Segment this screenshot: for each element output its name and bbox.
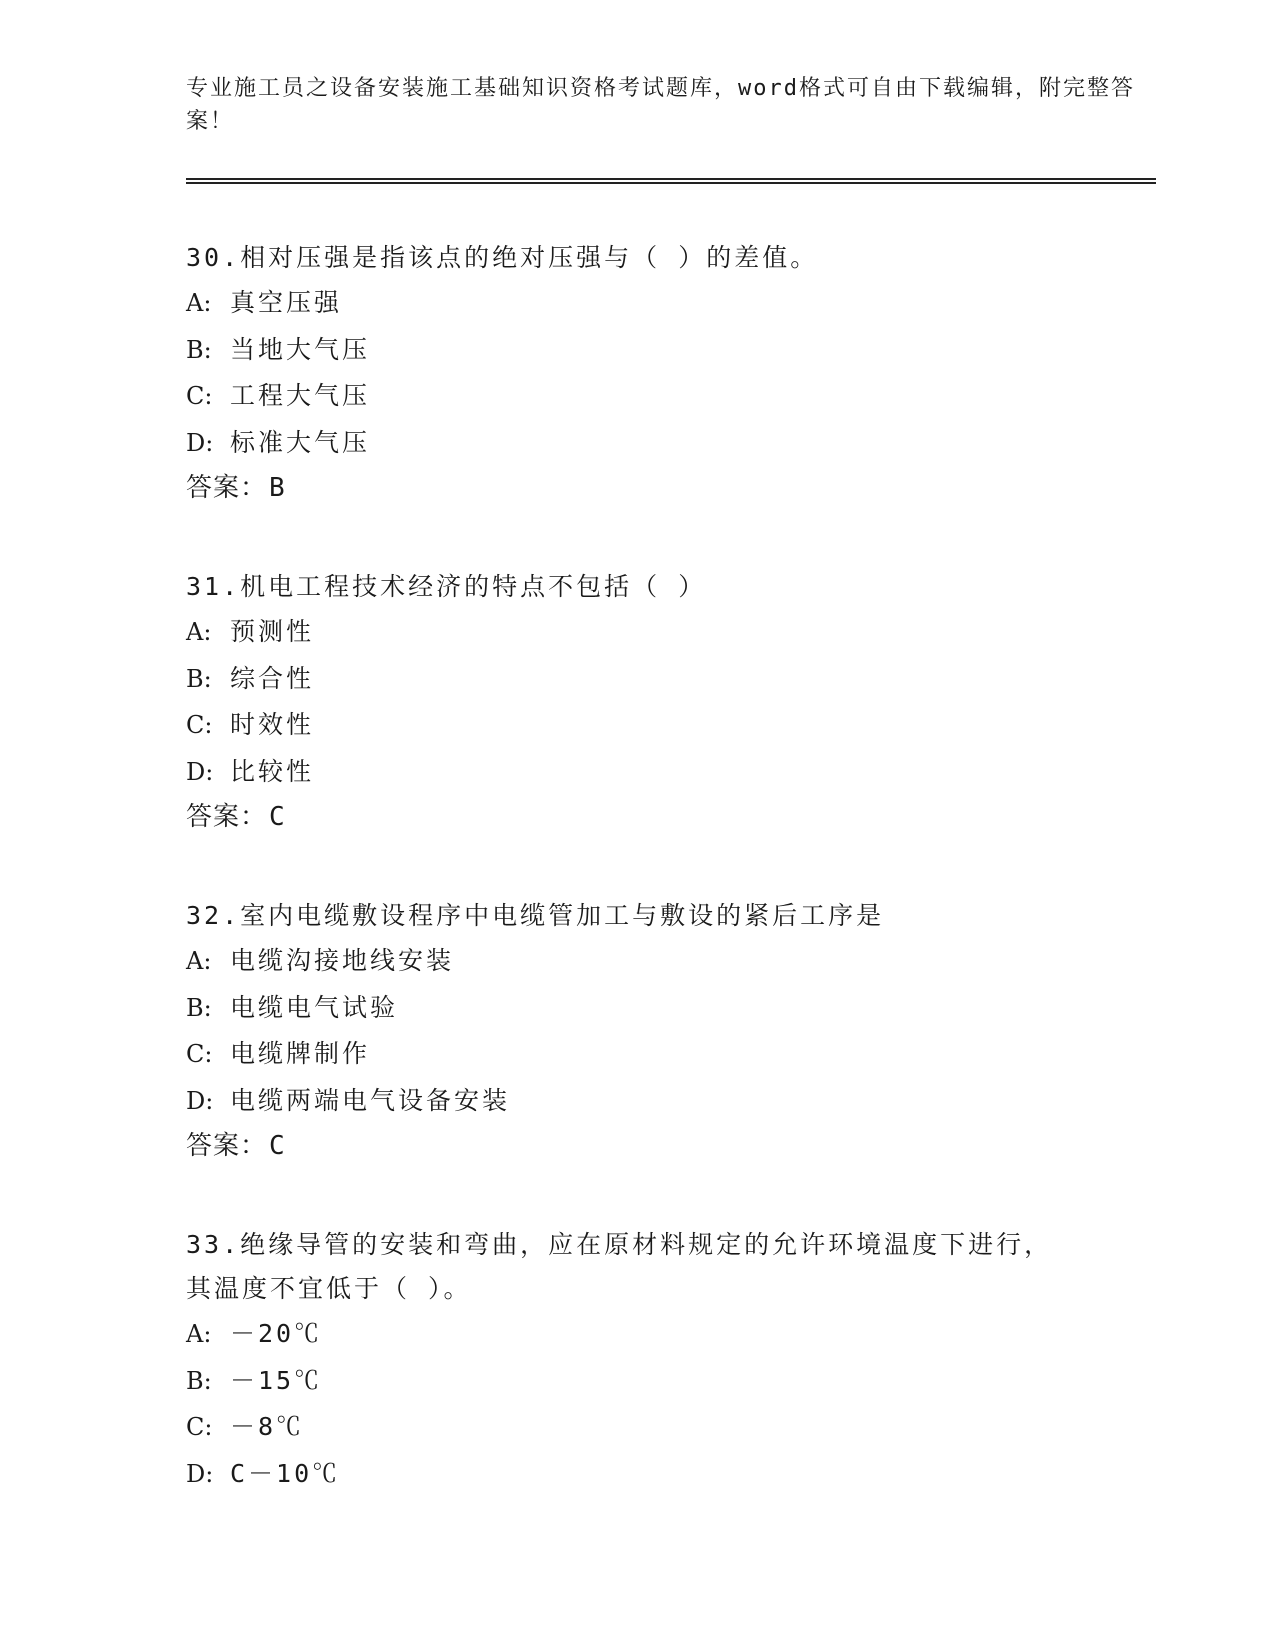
answer-label: 答案： <box>186 802 268 832</box>
answer-value: C <box>269 1131 286 1161</box>
option-c <box>186 373 1146 420</box>
option-c <box>186 1404 1146 1451</box>
option-text: 工程大气压 <box>230 381 371 410</box>
option-text: 真空压强 <box>230 288 343 317</box>
option-letter: B: <box>186 335 212 364</box>
option-letter: A: <box>186 289 212 317</box>
answer-value: C <box>269 802 286 832</box>
question-stem: 32.室内电缆敷设程序中电缆管加工与敷设的紧后工序是 <box>186 901 885 930</box>
option-letter: A: <box>186 1320 212 1348</box>
header-divider <box>186 178 1156 184</box>
answer-value: B <box>269 473 286 503</box>
question-stem: 30.相对压强是指该点的绝对压强与（ ）的差值。 <box>186 243 819 272</box>
document-page <box>186 72 1146 1552</box>
option-text: 时效性 <box>230 710 315 739</box>
option-b <box>186 656 1146 703</box>
option-b <box>186 985 1146 1032</box>
option-text: 综合性 <box>230 663 315 693</box>
answer-line <box>186 1124 1146 1168</box>
option-b <box>186 1358 1146 1405</box>
answer-line <box>186 795 1146 839</box>
option-text: 预测性 <box>230 617 315 646</box>
answer-label: 答案： <box>186 1131 268 1161</box>
option-text: 比较性 <box>230 756 315 786</box>
option-letter: C: <box>186 711 213 739</box>
option-letter: D: <box>186 1459 214 1488</box>
option-d <box>186 1451 1146 1498</box>
option-b <box>186 327 1146 374</box>
document-header: 专业施工员之设备安装施工基础知识资格考试题库，word格式可自由下载编辑，附完整答案！ <box>186 76 1135 134</box>
option-d <box>186 1078 1146 1125</box>
option-c <box>186 702 1146 749</box>
option-letter: B: <box>186 1366 212 1395</box>
answer-line <box>186 466 1146 510</box>
option-text: －20℃ <box>230 1319 323 1348</box>
option-letter: B: <box>186 993 212 1022</box>
option-letter: C: <box>186 1413 213 1441</box>
question-30 <box>186 236 1146 510</box>
question-stem: 31.机电工程技术经济的特点不包括（ ） <box>186 572 707 601</box>
option-text: 当地大气压 <box>230 334 371 364</box>
option-a <box>186 280 1146 327</box>
option-d <box>186 749 1146 796</box>
option-text: C－10℃ <box>230 1458 341 1488</box>
option-letter: D: <box>186 1086 214 1115</box>
option-c <box>186 1031 1146 1078</box>
question-32 <box>186 894 1146 1168</box>
option-text: 电缆牌制作 <box>230 1039 371 1068</box>
question-stem: 33.绝缘导管的安装和弯曲，应在原材料规定的允许环境温度下进行，其温度不宜低于（ ）。 <box>186 1230 1053 1303</box>
option-text: 电缆电气试验 <box>230 992 399 1022</box>
option-a <box>186 1311 1146 1358</box>
option-letter: C: <box>186 1040 213 1068</box>
option-letter: B: <box>186 664 212 693</box>
option-letter: D: <box>186 428 214 457</box>
answer-label: 答案： <box>186 473 268 503</box>
option-letter: D: <box>186 757 214 786</box>
option-text: －8℃ <box>230 1412 305 1441</box>
question-33 <box>186 1223 1146 1497</box>
question-31 <box>186 565 1146 839</box>
option-letter: C: <box>186 382 213 410</box>
option-text: 电缆沟接地线安装 <box>230 946 455 975</box>
option-a <box>186 609 1146 656</box>
option-letter: A: <box>186 618 212 646</box>
option-text: 标准大气压 <box>230 427 371 457</box>
option-text: 电缆两端电气设备安装 <box>230 1085 511 1115</box>
option-a <box>186 938 1146 985</box>
option-d <box>186 420 1146 467</box>
option-letter: A: <box>186 947 212 975</box>
question-list <box>186 236 1146 1497</box>
option-text: －15℃ <box>230 1365 323 1395</box>
